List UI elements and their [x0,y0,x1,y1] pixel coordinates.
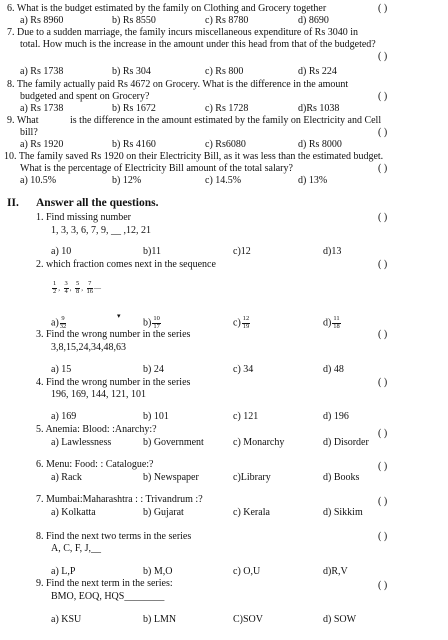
question-7-text: 7. Due to a sudden marriage, the family incurs miscellaneous expenditure of Rs 3040 in [7,27,359,38]
s2-question-1-series: 1, 3, 3, 6, 7, 9, __ ,12, 21 [51,225,151,236]
question-10-option-d[interactable]: d) 13% [298,175,328,186]
s2-question-3-option-a[interactable]: a) 15 [51,364,72,375]
question-9-text: 9. What [7,115,39,126]
s2-question-3-series: 3,8,15,24,34,48,63 [51,342,126,353]
question-7-option-a[interactable]: a) Rs 1738 [20,66,64,77]
question-10-option-c[interactable]: c) 14.5% [205,175,242,186]
s2-question-4-option-b[interactable]: b) 101 [143,411,169,422]
question-7-option-b[interactable]: b) Rs 304 [112,66,151,77]
s2-question-6-text: 6. Menu: Food: : Catalogue:? [36,459,154,470]
s2-question-6-option-b[interactable]: b) Newspaper [143,472,199,483]
s2-question-3-text: 3. Find the wrong number in the series [36,329,191,340]
s2-question-4-option-a[interactable]: a) 169 [51,411,77,422]
s2-question-6-option-d[interactable]: d) Books [323,472,360,483]
question-7-option-d[interactable]: d) Rs 224 [298,66,337,77]
question-10-answer-bracket[interactable]: ( ) [378,163,388,174]
question-8-text-cont: budgeted and spent on Grocery? [20,91,150,102]
section-2-number: II. [7,197,19,209]
question-6-option-b[interactable]: b) Rs 8550 [112,15,156,26]
question-10-text: 10. The family saved Rs 1920 on their Electricity Bill, as it was less than the estimated budget. [4,151,384,162]
question-8-answer-bracket[interactable]: ( ) [378,91,388,102]
s2-question-5-answer-bracket[interactable]: ( ) [378,428,388,439]
s2-question-6-option-c[interactable]: c)Library [233,472,271,483]
question-6-text: 6. What is the budget estimated by the family on Clothing and Grocery together [7,3,327,14]
question-8-option-a[interactable]: a) Rs 1738 [20,103,64,114]
pointer-mark-icon: ▾ [117,312,121,320]
question-9-option-b[interactable]: b) Rs 4160 [112,139,156,150]
s2-question-9-option-c[interactable]: C)SOV [233,614,264,625]
s2-question-4-series: 196, 169, 144, 121, 101 [51,389,146,400]
s2-question-7-answer-bracket[interactable]: ( ) [378,496,388,507]
question-7-option-c[interactable]: c) Rs 800 [205,66,244,77]
s2-question-2-option-b[interactable]: b) $\frac{10}{17}$ [143,315,160,330]
sequence-fraction: $\frac{7}{16}$ [86,280,93,295]
question-9-answer-bracket[interactable]: ( ) [378,127,388,138]
question-8-option-c[interactable]: c) Rs 1728 [205,103,249,114]
question-9-text-cont: bill? [20,127,38,138]
question-7-answer-bracket[interactable]: ( ) [378,51,388,62]
s2-question-7-option-c[interactable]: c) Kerala [233,507,270,518]
s2-question-7-option-b[interactable]: b) Gujarat [143,507,184,518]
question-6-answer-bracket[interactable]: ( ) [378,3,388,14]
section-2-heading: Answer all the questions. [36,197,159,209]
s2-question-1-option-c[interactable]: c)12 [233,246,251,257]
s2-question-9-option-a[interactable]: a) KSU [51,614,82,625]
question-8-text: 8. The family actually paid Rs 4672 on Grocery. What is the difference in the amount [7,79,349,90]
s2-question-2-option-a[interactable]: a) $\frac{9}{32}$ [51,315,67,330]
question-6-option-c[interactable]: c) Rs 8780 [205,15,249,26]
s2-question-2-option-d[interactable]: d) $\frac{11}{18}$ [323,315,340,330]
s2-question-1-answer-bracket[interactable]: ( ) [378,212,388,223]
sequence-fraction: $\frac{1}{2}$ [53,280,57,295]
s2-question-1-text: 1. Find missing number [36,212,132,223]
s2-question-4-answer-bracket[interactable]: ( ) [378,377,388,388]
s2-question-8-option-c[interactable]: c) O,U [233,566,261,577]
s2-question-2-text: 2. which fraction comes next in the sequence [36,259,216,270]
s2-question-3-option-c[interactable]: c) 34 [233,364,254,375]
question-6-option-d[interactable]: d) 8690 [298,15,329,26]
question-9-option-c[interactable]: c) Rs6080 [205,139,246,150]
s2-question-4-option-d[interactable]: d) 196 [323,411,349,422]
question-7-text-cont: total. How much is the increase in the amount under this head from that of the budgeted? [20,39,376,50]
s2-question-3-option-b[interactable]: b) 24 [143,364,164,375]
question-8-option-d[interactable]: d)Rs 1038 [298,103,340,114]
s2-question-5-option-b[interactable]: b) Government [143,437,204,448]
s2-question-8-option-b[interactable]: b) M,O [143,566,173,577]
s2-question-2-fraction-sequence: $\frac{1}{2}$ , $\frac{3}{4}$ , $\frac{5}{8}$ , $\frac{7}{16}$ — [53,280,101,295]
s2-question-8-text: 8. Find the next two terms in the series [36,531,192,542]
question-10-option-a[interactable]: a) 10.5% [20,175,57,186]
question-10-option-b[interactable]: b) 12% [112,175,142,186]
question-10-text-cont: What is the percentage of Electricity Bill amount of the total salary? [20,163,293,174]
s2-question-3-option-d[interactable]: d) 48 [323,364,344,375]
question-9-text-b: is the difference in the amount estimated by the family on Electricity and Cell [70,115,382,126]
s2-question-8-option-a[interactable]: a) L,P [51,566,76,577]
s2-question-9-option-b[interactable]: b) LMN [143,614,177,625]
s2-question-4-option-c[interactable]: c) 121 [233,411,259,422]
s2-question-5-option-c[interactable]: c) Monarchy [233,437,285,448]
s2-question-7-option-a[interactable]: a) Kolkatta [51,507,96,518]
s2-question-8-option-d[interactable]: d)R,V [323,566,348,577]
s2-question-5-option-a[interactable]: a) Lawlessness [51,437,112,448]
question-8-option-b[interactable]: b) Rs 1672 [112,103,156,114]
question-9-option-d[interactable]: d) Rs 8000 [298,139,342,150]
s2-question-9-text: 9. Find the next term in the series: [36,578,173,589]
s2-question-5-option-d[interactable]: d) Disorder [323,437,369,448]
s2-question-7-option-d[interactable]: d) Sikkim [323,507,363,518]
s2-question-3-answer-bracket[interactable]: ( ) [378,329,388,340]
s2-question-2-option-c[interactable]: c) $\frac{12}{19}$ [233,315,250,330]
sequence-fraction: $\frac{5}{8}$ [76,280,80,295]
s2-question-1-option-b[interactable]: b)11 [143,246,161,257]
s2-question-1-option-a[interactable]: a) 10 [51,246,72,257]
s2-question-9-answer-bracket[interactable]: ( ) [378,580,388,591]
s2-question-6-answer-bracket[interactable]: ( ) [378,461,388,472]
s2-question-9-series: BMO, EOQ, HQS________ [51,591,165,602]
s2-question-4-text: 4. Find the wrong number in the series [36,377,191,388]
question-6-option-a[interactable]: a) Rs 8960 [20,15,64,26]
s2-question-1-option-d[interactable]: d)13 [323,246,342,257]
s2-question-6-option-a[interactable]: a) Rack [51,472,82,483]
s2-question-8-series: A, C, F, J,__ [51,543,102,554]
question-9-option-a[interactable]: a) Rs 1920 [20,139,64,150]
sequence-fraction: $\frac{3}{4}$ [64,280,68,295]
s2-question-7-text: 7. Mumbai:Maharashtra : : Trivandrum :? [36,494,203,505]
s2-question-5-text: 5. Anemia: Blood: :Anarchy:? [36,424,157,435]
s2-question-8-answer-bracket[interactable]: ( ) [378,531,388,542]
s2-question-2-answer-bracket[interactable]: ( ) [378,259,388,270]
s2-question-9-option-d[interactable]: d) SOW [323,614,357,625]
